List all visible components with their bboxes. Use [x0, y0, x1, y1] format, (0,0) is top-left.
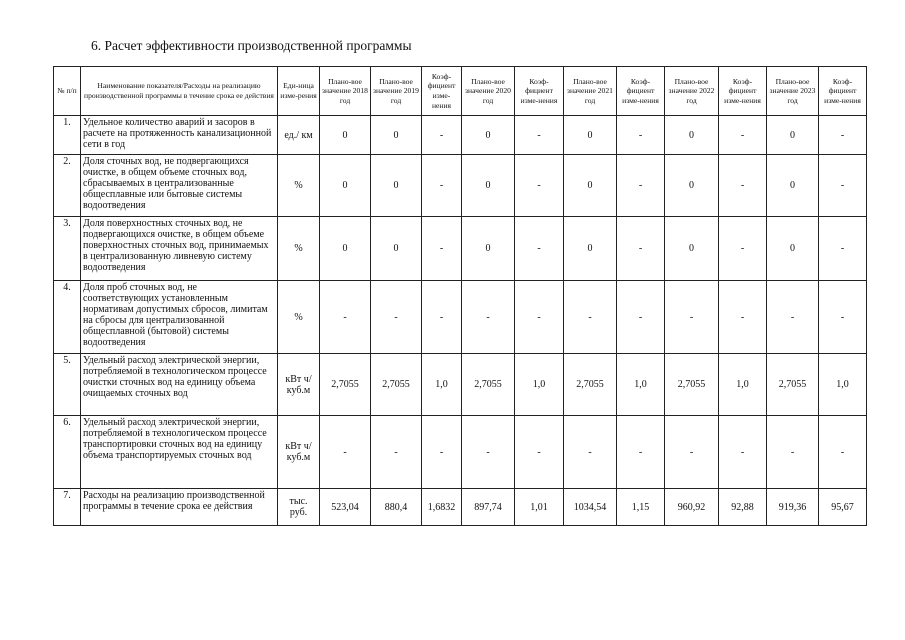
value-cell: -	[320, 281, 371, 354]
table-row	[54, 354, 867, 416]
value-cell: 0	[767, 155, 819, 217]
value-cell: -	[371, 416, 422, 489]
value-cell: -	[515, 155, 564, 217]
value-cell: -	[617, 281, 665, 354]
value-cell: -	[422, 116, 462, 155]
value-cell: 1,15	[617, 489, 665, 526]
value-cell: -	[320, 416, 371, 489]
value-cell: 92,88	[719, 489, 767, 526]
unit-cell: %	[278, 217, 320, 281]
value-cell: 1,0	[422, 354, 462, 416]
value-cell: 0	[665, 217, 719, 281]
header-cell: Плано-вое значение 2019 год	[371, 67, 422, 116]
value-cell: -	[515, 416, 564, 489]
value-cell: 95,67	[819, 489, 867, 526]
table-row	[54, 155, 867, 217]
value-cell: 919,36	[767, 489, 819, 526]
table-row	[54, 281, 867, 354]
row-number: 3.	[54, 217, 81, 281]
value-cell: -	[422, 416, 462, 489]
row-number: 4.	[54, 281, 81, 354]
value-cell: -	[719, 416, 767, 489]
value-cell: -	[767, 416, 819, 489]
value-cell: 0	[371, 217, 422, 281]
value-cell: 0	[462, 217, 515, 281]
row-number: 2.	[54, 155, 81, 217]
value-cell: 0	[665, 155, 719, 217]
value-cell: 0	[767, 116, 819, 155]
table-row	[54, 217, 867, 281]
value-cell: -	[422, 155, 462, 217]
value-cell: -	[819, 281, 867, 354]
row-number: 7.	[54, 489, 81, 526]
value-cell: -	[515, 281, 564, 354]
value-cell: -	[462, 416, 515, 489]
value-cell: 0	[564, 217, 617, 281]
indicator-name: Доля проб сточных вод, не соответствующих установленным нормативам допустимых сбросов, лимитам на сбросы для централизованной общесплавной (бытовой) системы водоотведения	[81, 281, 278, 354]
header-cell: Коэф-фициент изме-нения	[719, 67, 767, 116]
header-cell: Плано-вое значение 2021 год	[564, 67, 617, 116]
efficiency-table	[53, 66, 867, 526]
header-cell: Коэф-фициент изме-нения	[617, 67, 665, 116]
value-cell: 2,7055	[767, 354, 819, 416]
row-number: 1.	[54, 116, 81, 155]
value-cell: 0	[371, 155, 422, 217]
header-cell: Наименование показателя/Расходы на реализацию производственной программы в течение срока ее действия	[81, 67, 278, 116]
value-cell: 2,7055	[564, 354, 617, 416]
value-cell: 1,0	[617, 354, 665, 416]
unit-cell: тыс. руб.	[278, 489, 320, 526]
value-cell: -	[819, 217, 867, 281]
value-cell: -	[515, 116, 564, 155]
header-cell: Коэф-фициент изме-нения	[422, 67, 462, 116]
indicator-name: Доля сточных вод, не подвергающихся очистке, в общем объеме сточных вод, сбрасываемых в централизованные общесплавные или бытовые системы водоотведения	[81, 155, 278, 217]
value-cell: 1,0	[719, 354, 767, 416]
table-body	[54, 116, 867, 526]
header-cell: Еди-ница изме-рения	[278, 67, 320, 116]
value-cell: -	[665, 281, 719, 354]
value-cell: 523,04	[320, 489, 371, 526]
header-cell: Плано-вое значение 2022 год	[665, 67, 719, 116]
value-cell: 2,7055	[462, 354, 515, 416]
value-cell: 2,7055	[320, 354, 371, 416]
unit-cell: %	[278, 155, 320, 217]
value-cell: -	[564, 416, 617, 489]
value-cell: 880,4	[371, 489, 422, 526]
page-title: 6. Расчет эффективности производственной программы	[91, 38, 412, 53]
value-cell: 0	[767, 217, 819, 281]
value-cell: 0	[665, 116, 719, 155]
value-cell: 2,7055	[371, 354, 422, 416]
value-cell: -	[371, 281, 422, 354]
unit-cell: ед./ км	[278, 116, 320, 155]
value-cell: 0	[462, 155, 515, 217]
value-cell: 2,7055	[665, 354, 719, 416]
value-cell: 0	[564, 116, 617, 155]
value-cell: -	[767, 281, 819, 354]
value-cell: 1034,54	[564, 489, 617, 526]
header-cell: Плано-вое значение 2018 год	[320, 67, 371, 116]
header-cell: Плано-вое значение 2023 год	[767, 67, 819, 116]
table-row	[54, 416, 867, 489]
value-cell: -	[719, 116, 767, 155]
value-cell: -	[719, 217, 767, 281]
header-cell: № п/п	[54, 67, 81, 116]
header-cell: Плано-вое значение 2020 год	[462, 67, 515, 116]
indicator-name: Доля поверхностных сточных вод, не подвергающихся очистке, в общем объеме поверхностных сточных вод, принимаемых в централизованную ливневую систему водоотведения	[81, 217, 278, 281]
value-cell: -	[617, 217, 665, 281]
value-cell: -	[819, 155, 867, 217]
value-cell: 0	[462, 116, 515, 155]
value-cell: -	[617, 116, 665, 155]
value-cell: 960,92	[665, 489, 719, 526]
table-row	[54, 116, 867, 155]
unit-cell: кВт ч/куб.м	[278, 416, 320, 489]
value-cell: -	[719, 281, 767, 354]
unit-cell: кВт ч/куб.м	[278, 354, 320, 416]
value-cell: 0	[320, 155, 371, 217]
unit-cell: %	[278, 281, 320, 354]
indicator-name: Удельный расход электрической энергии, потребляемой в технологическом процессе транспортировки сточных вод на единицу объема транспортируемых сточных вод	[81, 416, 278, 489]
value-cell: -	[422, 217, 462, 281]
indicator-name: Удельный расход электрической энергии, потребляемой в технологическом процессе очистки сточных вод на единицу объема очищаемых сточных вод	[81, 354, 278, 416]
header-cell: Коэф-фициент изме-нения	[515, 67, 564, 116]
value-cell: -	[422, 281, 462, 354]
value-cell: -	[462, 281, 515, 354]
value-cell: -	[617, 416, 665, 489]
indicator-name: Удельное количество аварий и засоров в расчете на протяженность канализационной сети в год	[81, 116, 278, 155]
value-cell: 0	[320, 217, 371, 281]
table-header-row	[54, 67, 867, 116]
value-cell: 0	[564, 155, 617, 217]
table-row	[54, 489, 867, 526]
value-cell: -	[564, 281, 617, 354]
value-cell: 1,0	[819, 354, 867, 416]
value-cell: 1,01	[515, 489, 564, 526]
value-cell: -	[617, 155, 665, 217]
row-number: 6.	[54, 416, 81, 489]
header-cell: Коэф-фициент изме-нения	[819, 67, 867, 116]
value-cell: 1,6832	[422, 489, 462, 526]
value-cell: -	[719, 155, 767, 217]
row-number: 5.	[54, 354, 81, 416]
value-cell: 1,0	[515, 354, 564, 416]
value-cell: 897,74	[462, 489, 515, 526]
value-cell: -	[819, 416, 867, 489]
value-cell: 0	[320, 116, 371, 155]
indicator-name: Расходы на реализацию производственной программы в течение срока ее действия	[81, 489, 278, 526]
value-cell: -	[515, 217, 564, 281]
value-cell: -	[665, 416, 719, 489]
value-cell: 0	[371, 116, 422, 155]
value-cell: -	[819, 116, 867, 155]
